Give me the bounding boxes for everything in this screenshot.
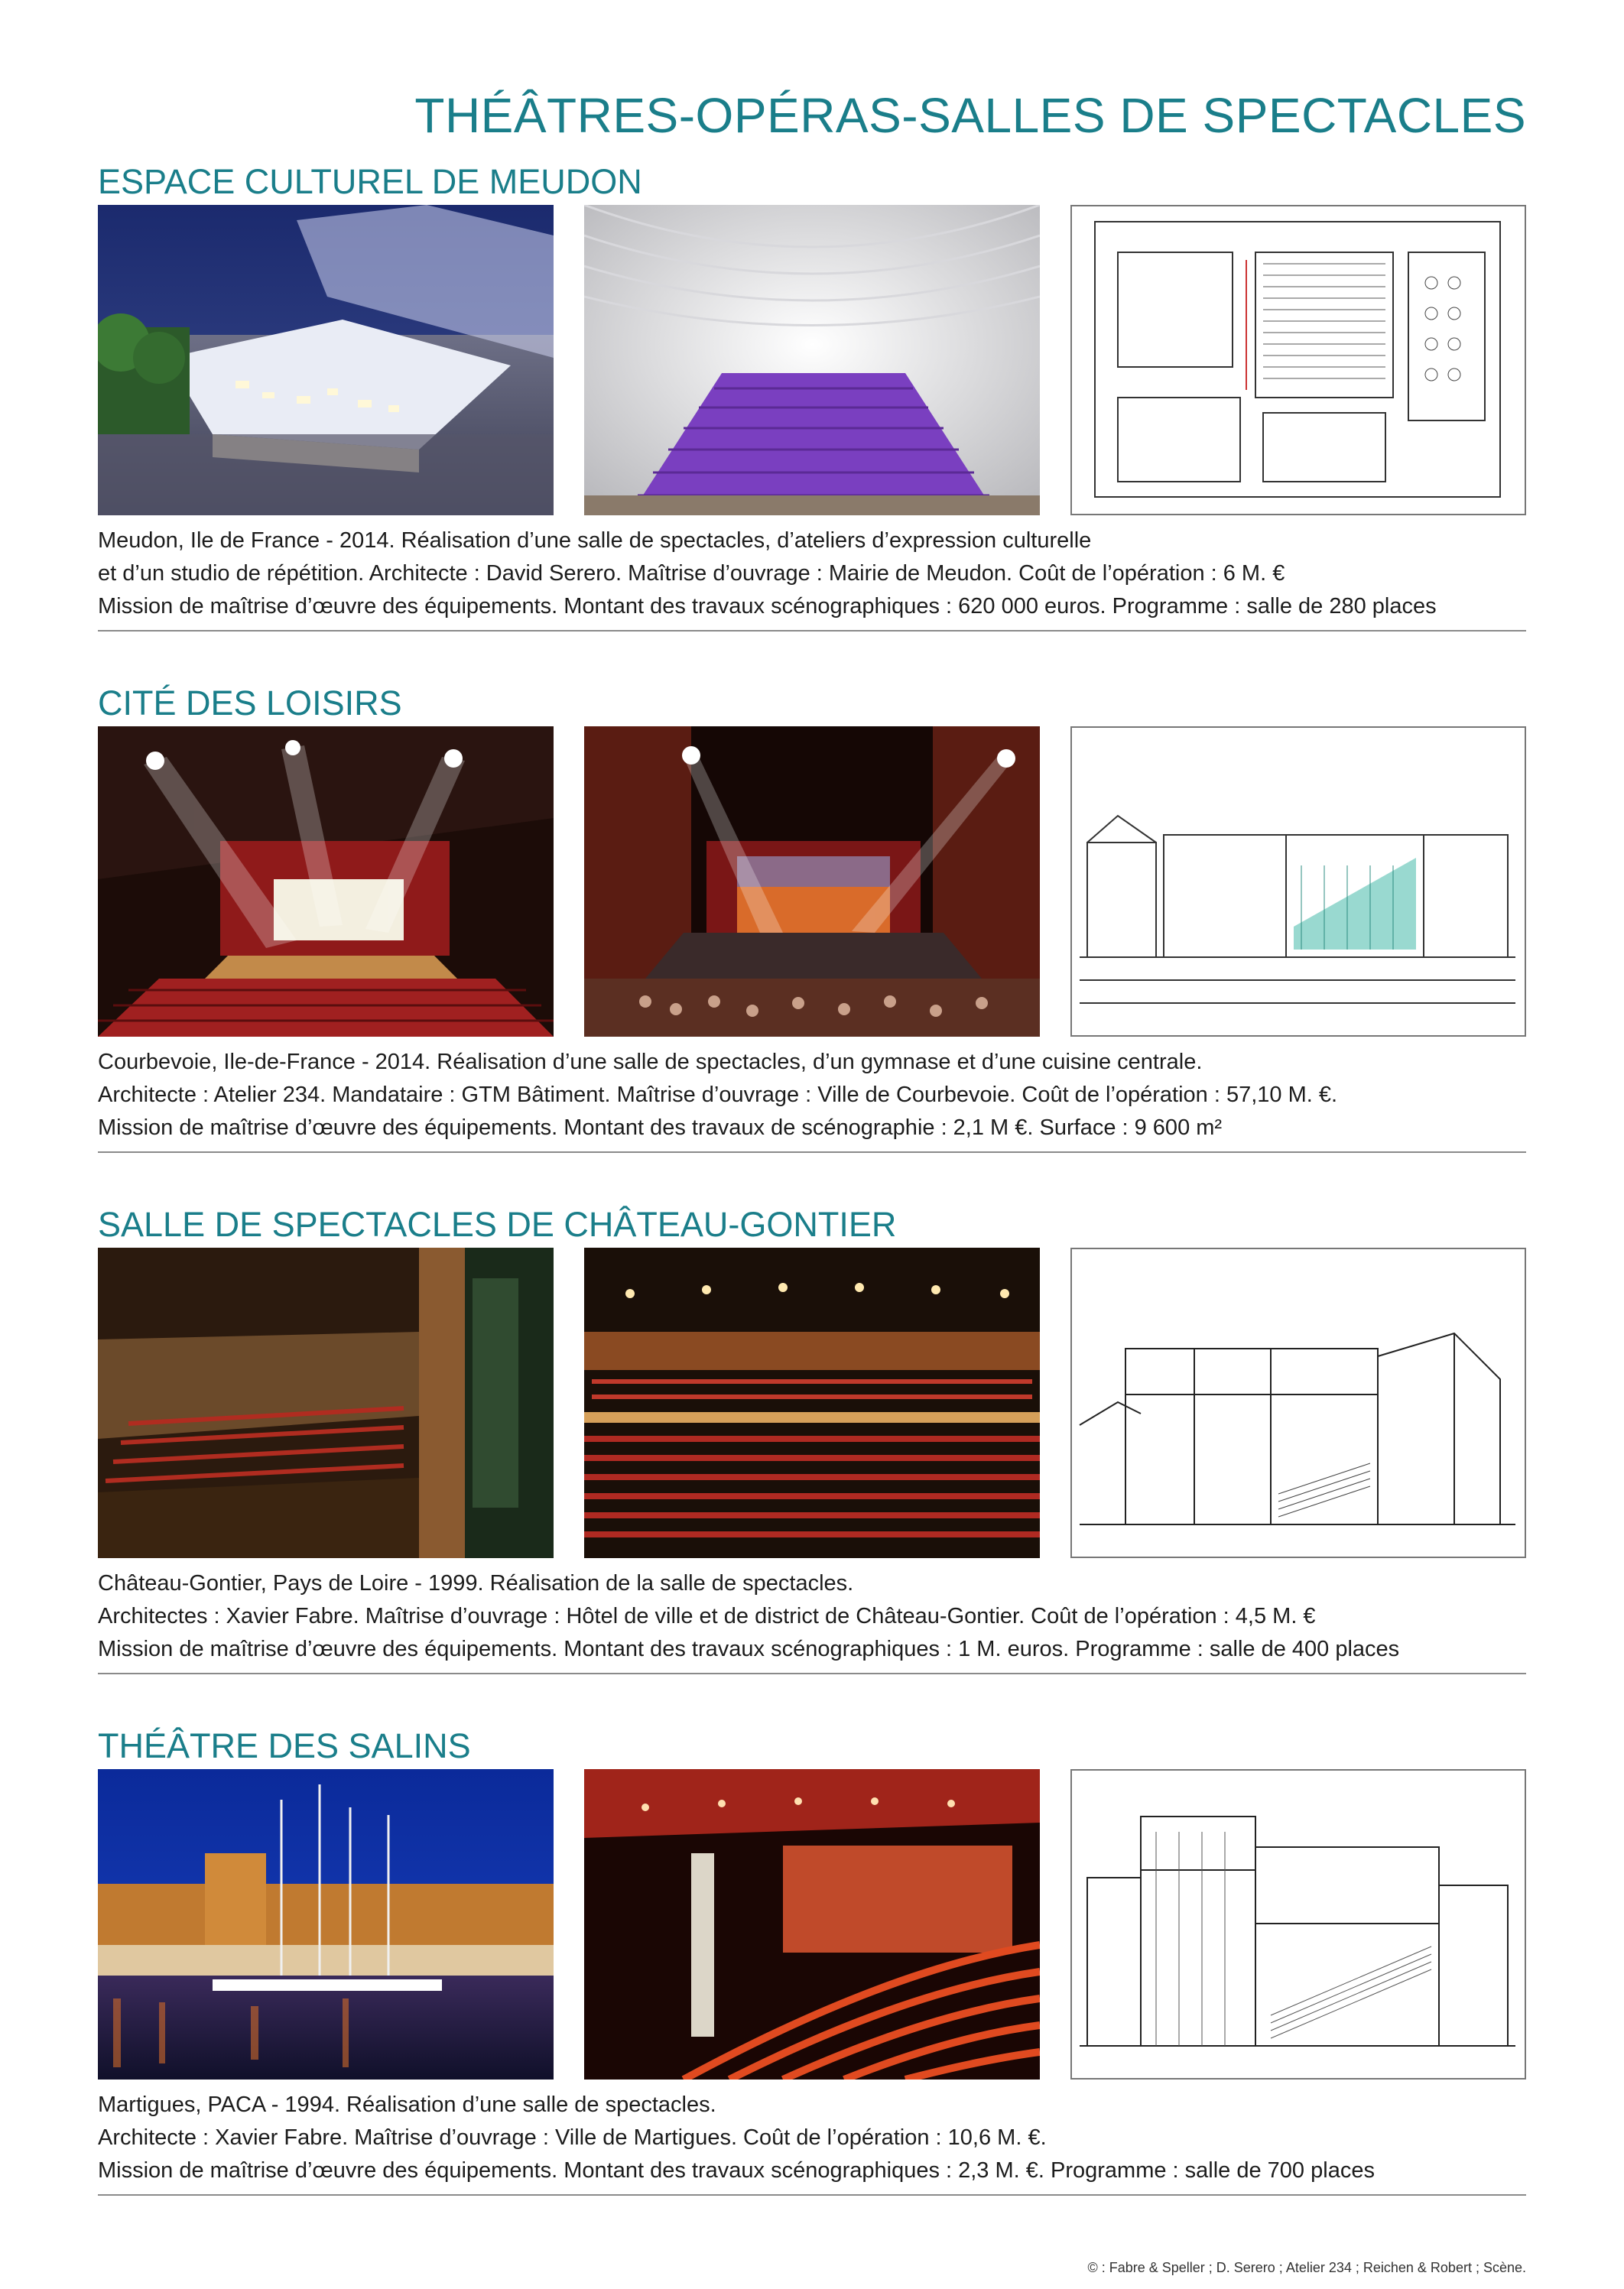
description-line: Architectes : Xavier Fabre. Maîtrise d’ouvrage : Hôtel de ville et de district de Château-Gontier. Coût de l’opération : 4,5 M. € <box>98 1604 1316 1628</box>
description-line: Mission de maîtrise d’œuvre des équipements. Montant des travaux scénographiques : 620 000 euros. Programme : salle de 280 places <box>98 594 1437 619</box>
salins-section-drawing <box>1070 1769 1526 2080</box>
cite-hall-render-2 <box>584 726 1040 1037</box>
meudon-exterior-render <box>98 205 554 515</box>
description-line: Meudon, Ile de France - 2014. Réalisation d’une salle de spectacles, d’ateliers d’expression culturelle <box>98 528 1092 553</box>
meudon-hall-render <box>584 205 1040 515</box>
description-line: Mission de maîtrise d’œuvre des équipements. Montant des travaux scénographiques : 1 M. euros. Programme : salle de 400 places <box>98 1637 1400 1661</box>
section-title: CITÉ DES LOISIRS <box>98 683 402 722</box>
section-divider <box>98 2194 1526 2196</box>
section-title: ESPACE CULTUREL DE MEUDON <box>98 162 642 201</box>
description-line: Mission de maîtrise d’œuvre des équipements. Montant des travaux scénographiques : 2,3 M. €. Programme : salle de 700 places <box>98 2158 1375 2183</box>
salins-hall-photo <box>584 1769 1040 2080</box>
cite-hall-render-1 <box>98 726 554 1037</box>
description-line: Architecte : Atelier 234. Mandataire : GTM Bâtiment. Maîtrise d’ouvrage : Ville de Courbevoie. Coût de l’opération : 57,10 M. €. <box>98 1083 1338 1107</box>
description-line: Architecte : Xavier Fabre. Maîtrise d’ouvrage : Ville de Martigues. Coût de l’opération : 10,6 M. €. <box>98 2125 1047 2150</box>
description-line: et d’un studio de répétition. Architecte : David Serero. Maîtrise d’ouvrage : Mairie de Meudon. Coût de l’opération : 6 M. € <box>98 561 1285 586</box>
section-divider <box>98 1151 1526 1153</box>
cite-section-drawing <box>1070 726 1526 1037</box>
section-chateau-gontier <box>98 1205 1526 1679</box>
description-line: Courbevoie, Ile-de-France - 2014. Réalisation d’une salle de spectacles, d’un gymnase et d’une cuisine centrale. <box>98 1050 1203 1074</box>
section-cite-des-loisirs <box>98 683 1526 1157</box>
page-title: THÉÂTRES-OPÉRAS-SALLES DE SPECTACLES <box>414 88 1526 143</box>
chateau-gontier-hall-photo-2 <box>584 1248 1040 1558</box>
section-theatre-des-salins <box>98 1726 1526 2200</box>
chateau-gontier-hall-photo-1 <box>98 1248 554 1558</box>
photo-credits: © : Fabre & Speller ; D. Serero ; Atelier 234 ; Reichen & Robert ; Scène. <box>1087 2260 1526 2275</box>
section-divider <box>98 1673 1526 1674</box>
chateau-gontier-section-drawing <box>1070 1248 1526 1558</box>
salins-exterior-photo <box>98 1769 554 2080</box>
description-line: Mission de maîtrise d’œuvre des équipements. Montant des travaux de scénographie : 2,1 M €. Surface : 9 600 m² <box>98 1115 1223 1140</box>
meudon-floor-plan <box>1070 205 1526 515</box>
section-divider <box>98 630 1526 632</box>
description-line: Martigues, PACA - 1994. Réalisation d’une salle de spectacles. <box>98 2093 716 2117</box>
section-title: SALLE DE SPECTACLES DE CHÂTEAU-GONTIER <box>98 1205 897 1244</box>
description-line: Château-Gontier, Pays de Loire - 1999. Réalisation de la salle de spectacles. <box>98 1571 854 1596</box>
section-title: THÉÂTRE DES SALINS <box>98 1726 471 1765</box>
section-meudon <box>98 162 1526 636</box>
